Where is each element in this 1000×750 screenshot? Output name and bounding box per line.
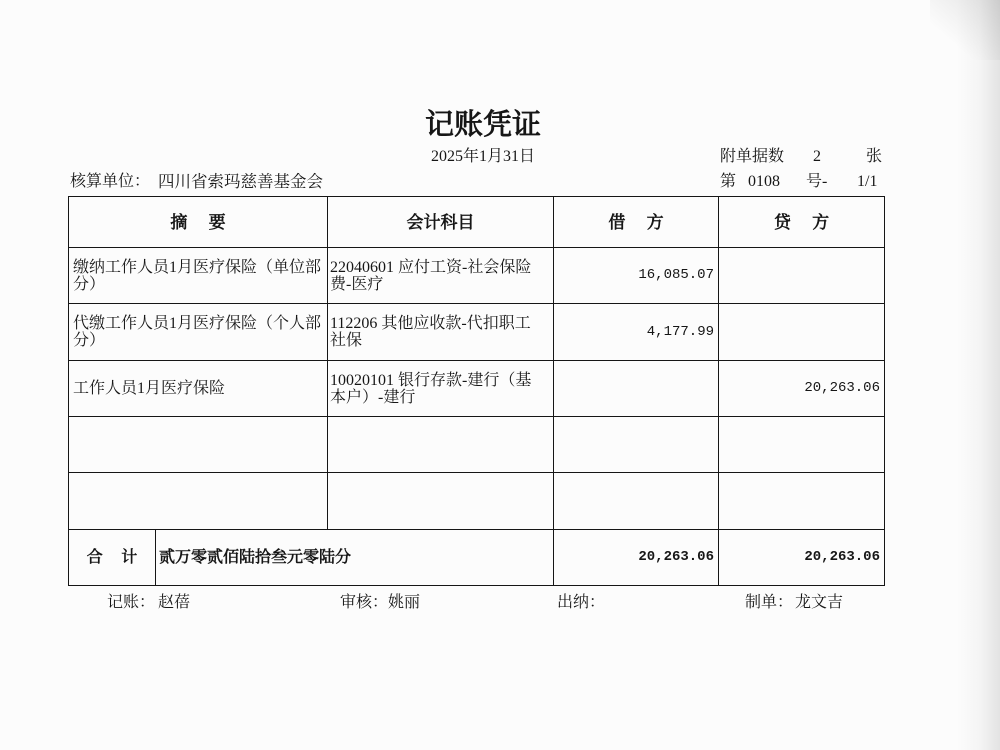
table-total-row [69, 530, 885, 586]
scan-edge-shadow [956, 0, 1000, 750]
row-credit [719, 417, 885, 473]
scan-corner-shadow [930, 0, 1000, 60]
total-debit: 20,263.06 [554, 530, 719, 586]
row-summary: 代缴工作人员1月医疗保险（个人部 分） [69, 304, 328, 361]
voucher-number-suffix: 号- [806, 173, 828, 190]
row-account [328, 473, 554, 530]
voucher-title: 记账凭证 [424, 109, 541, 141]
total-label: 合 计 [69, 530, 156, 586]
table-row-empty [69, 473, 885, 530]
header-debit: 借 方 [554, 197, 719, 248]
row-credit [719, 473, 885, 530]
bookkeeper-name: 赵蓓 [158, 594, 191, 611]
total-amount-in-words: 贰万零贰佰陆拾叁元零陆分 [156, 530, 554, 586]
row-credit: 20,263.06 [719, 361, 885, 417]
table-row [69, 304, 885, 361]
header-account: 会计科目 [328, 197, 554, 248]
preparer-label: 制单： [745, 594, 794, 611]
voucher-page-number: 1/1 [857, 173, 878, 190]
row-summary: 工作人员1月医疗保险 [69, 361, 328, 417]
row-account [328, 417, 554, 473]
row-summary [69, 417, 328, 473]
header-credit: 贷 方 [719, 197, 885, 248]
header-summary: 摘 要 [69, 197, 328, 248]
reviewer-label: 审核： [340, 594, 389, 611]
voucher-number-prefix: 第 [720, 173, 737, 190]
table-row [69, 361, 885, 417]
row-debit [554, 361, 719, 417]
accounting-unit-label: 核算单位： [70, 173, 151, 190]
row-credit [719, 304, 885, 361]
row-debit: 16,085.07 [554, 248, 719, 304]
voucher-number: 0108 [748, 173, 780, 190]
table-row [69, 248, 885, 304]
voucher-table [68, 196, 885, 586]
total-credit: 20,263.06 [719, 530, 885, 586]
preparer-name: 龙文吉 [795, 594, 844, 611]
row-debit [554, 473, 719, 530]
attachments-unit: 张 [866, 148, 883, 165]
cashier-label: 出纳： [557, 594, 606, 611]
row-account: 22040601 应付工资-社会保险 费-医疗 [328, 248, 554, 304]
row-account: 112206 其他应收款-代扣职工 社保 [328, 304, 554, 361]
attachments-count: 2 [813, 148, 821, 165]
attachments-label: 附单据数 [720, 148, 785, 165]
row-debit: 4,177.99 [554, 304, 719, 361]
row-summary: 缴纳工作人员1月医疗保险（单位部 分） [69, 248, 328, 304]
row-credit [719, 248, 885, 304]
table-row-empty [69, 417, 885, 473]
accounting-unit-name: 四川省索玛慈善基金会 [158, 172, 323, 191]
row-account: 10020101 银行存款-建行（基 本户）-建行 [328, 361, 554, 417]
row-summary [69, 473, 328, 530]
table-header-row [69, 197, 885, 248]
row-debit [554, 417, 719, 473]
bookkeeper-label: 记账： [107, 594, 156, 611]
reviewer-name: 姚丽 [388, 594, 421, 611]
voucher-date: 2025年1月31日 [430, 148, 535, 165]
